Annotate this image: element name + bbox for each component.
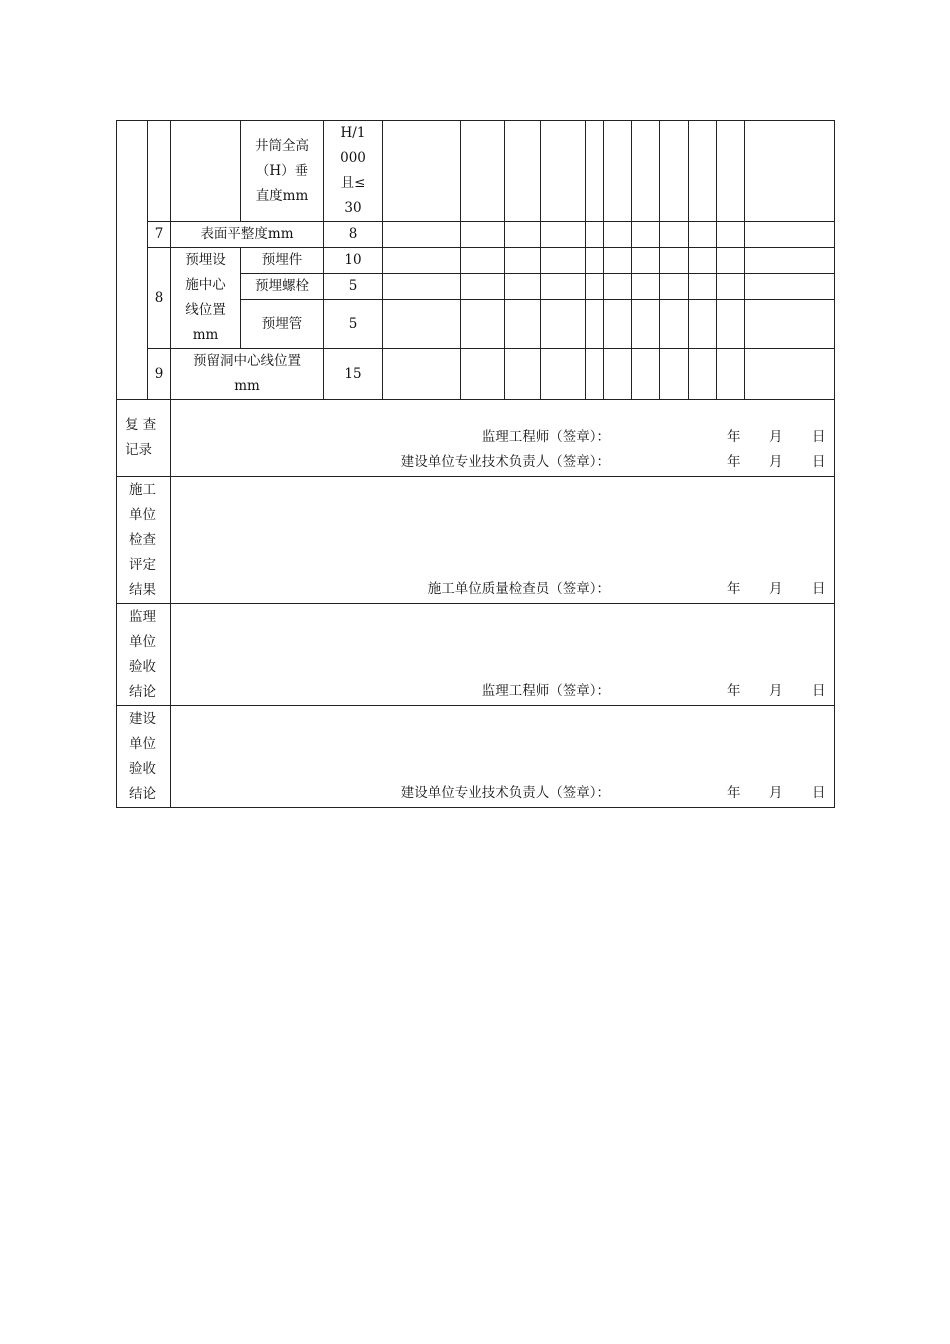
quality-inspector-signature-label: 施工单位质量检查员（签章）：: [427, 581, 610, 597]
row-group-cell: [171, 248, 241, 349]
owner-section: [117, 706, 835, 808]
date-month: 月: [769, 454, 783, 470]
table-row: [117, 248, 835, 274]
date-year: 年: [727, 581, 741, 597]
left-category-cell: [117, 121, 148, 400]
table-row: [117, 222, 835, 248]
row-item-name: 预埋件: [241, 248, 324, 274]
row-value-label: H/1000且≤30: [340, 125, 366, 216]
date-day: 日: [812, 454, 826, 470]
row-group-cell: [171, 121, 241, 222]
date-day: 日: [812, 429, 826, 445]
row-number-cell: 7: [148, 222, 171, 248]
review-signature-area: [171, 400, 835, 477]
row-number-cell: 9: [148, 349, 171, 400]
date-month: 月: [769, 581, 783, 597]
row-item-name: [241, 121, 324, 222]
row-item-label: 预留洞中心线位置mm: [193, 353, 301, 394]
supervisor-signature-label: 监理工程师（签章）：: [481, 683, 610, 699]
date-month: 月: [769, 785, 783, 801]
row-allowed-value: 5: [324, 300, 383, 349]
row-allowed-value: 5: [324, 274, 383, 300]
supervision-signature-area: [171, 604, 835, 706]
row-number-cell: 8: [148, 248, 171, 349]
date-month: 月: [769, 683, 783, 699]
date-month: 月: [769, 429, 783, 445]
date-year: 年: [727, 429, 741, 445]
construction-label: 施工单位检查评定结果: [117, 477, 171, 604]
owner-signature-area: [171, 706, 835, 808]
row-item-name: 表面平整度mm: [171, 222, 324, 248]
date-day: 日: [812, 581, 826, 597]
supervision-section: [117, 604, 835, 706]
review-section: [117, 400, 835, 477]
table-row: [117, 121, 835, 222]
date-year: 年: [727, 683, 741, 699]
row-allowed-value: [324, 121, 383, 222]
row-allowed-value: 8: [324, 222, 383, 248]
date-day: 日: [812, 683, 826, 699]
row-group-label: 预埋设施中心线位置mm: [185, 252, 226, 343]
row-allowed-value: 15: [324, 349, 383, 400]
date-day: 日: [812, 785, 826, 801]
owner-signature-label: 建设单位专业技术负责人（签章）：: [400, 785, 610, 801]
review-label: 复 查记录: [117, 400, 171, 477]
row-item-name: [171, 349, 324, 400]
row-item-name: 预埋螺栓: [241, 274, 324, 300]
date-year: 年: [727, 785, 741, 801]
inspection-form-table: [116, 120, 835, 808]
row-allowed-value: 10: [324, 248, 383, 274]
owner-signature-label: 建设单位专业技术负责人（签章）：: [400, 454, 610, 470]
construction-section: [117, 477, 835, 604]
supervisor-signature-label: 监理工程师（签章）：: [481, 429, 610, 445]
date-year: 年: [727, 454, 741, 470]
construction-signature-area: [171, 477, 835, 604]
row-number-cell: [148, 121, 171, 222]
row-item-name: 预埋管: [241, 300, 324, 349]
supervision-label: 监理单位验收结论: [117, 604, 171, 706]
row-item-label: 井筒全高（H）垂直度mm: [255, 137, 309, 204]
owner-label: 建设单位验收结论: [117, 706, 171, 808]
table-row: [117, 349, 835, 400]
